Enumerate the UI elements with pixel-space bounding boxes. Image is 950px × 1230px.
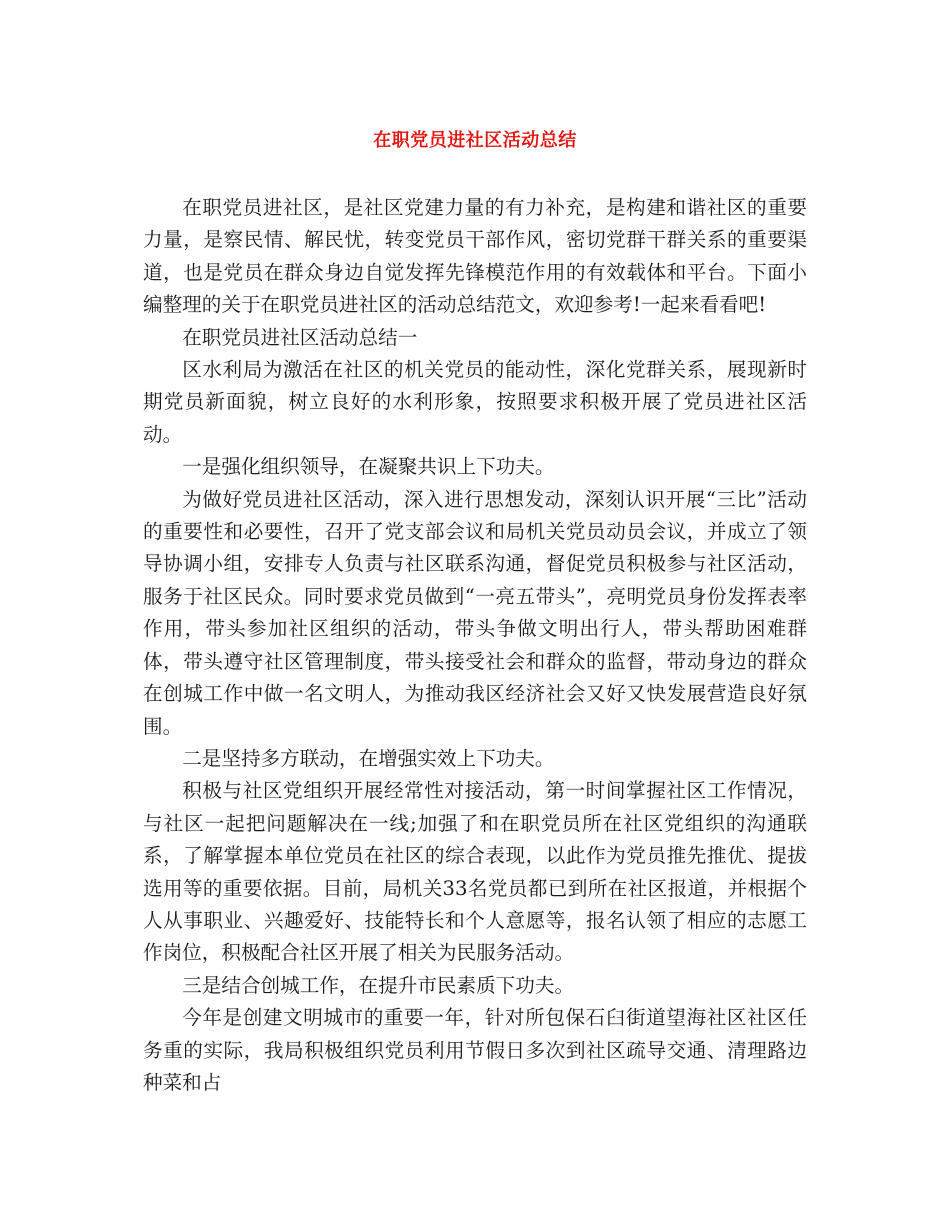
- section-heading: 在职党员进社区活动总结一: [182, 325, 418, 349]
- body-paragraph: 积极与社区党组织开展经常性对接活动，第一时间掌握社区工作情况，与社区一起把问题解决在一线;加强了和在职党员所在社区党组织的沟通联系，了解掌握本单位党员在社区的综合表现，以此作为党员推先推优、提拔选用等的重要依据。目前，局机关33名党员都已到所在社区报道，并根据个人从事职业、兴趣爱好、技能特长和个人意愿等，报名认领了相应的志愿工作岗位，积极配合社区开展了相关为民服务活动。: [143, 779, 807, 965]
- point-heading-2: 二是坚持多方联动，在增强实效上下功夫。: [182, 746, 555, 770]
- body-paragraph: 为做好党员进社区活动，深入进行思想发动，深刻认识开展“三比”活动的重要性和必要性，召开了党支部会议和局机关党员动员会议，并成立了领导协调小组，安排专人负责与社区联系沟通，督促党员积极参与社区活动，服务于社区民众。同时要求党员做到“一亮五带头”，亮明党员身份发挥表率作用，带头参加社区组织的活动，带头争做文明出行人，带头帮助困难群体，带头遵守社区管理制度，带头接受社会和群众的监督，带动身边的群众在创城工作中做一名文明人，为推动我区经济社会又好又快发展营造良好氛围。: [143, 487, 807, 738]
- point-heading-3: 三是结合创城工作，在提升市民素质下功夫。: [182, 973, 575, 997]
- document-title: 在职党员进社区活动总结: [373, 130, 577, 151]
- body-paragraph: 区水利局为激活在社区的机关党员的能动性，深化党群关系，展现新时期党员新面貌，树立良好的水利形象，按照要求积极开展了党员进社区活动。: [143, 358, 807, 446]
- document-body: [143, 192, 807, 1099]
- point-heading-1: 一是强化组织领导，在凝聚共识上下功夫。: [182, 455, 555, 479]
- body-paragraph: 今年是创建文明城市的重要一年，针对所包保石臼街道望海社区社区任务重的实际，我局积极组织党员利用节假日多次到社区疏导交通、清理路边种菜和占: [143, 1006, 807, 1094]
- intro-paragraph: 在职党员进社区，是社区党建力量的有力补充，是构建和谐社区的重要力量，是察民情、解民忧，转变党员干部作风，密切党群干群关系的重要渠道，也是党员在群众身边自觉发挥先锋模范作用的有效载体和平台。下面小编整理的关于在职党员进社区的活动总结范文，欢迎参考!一起来看看吧!: [143, 196, 807, 317]
